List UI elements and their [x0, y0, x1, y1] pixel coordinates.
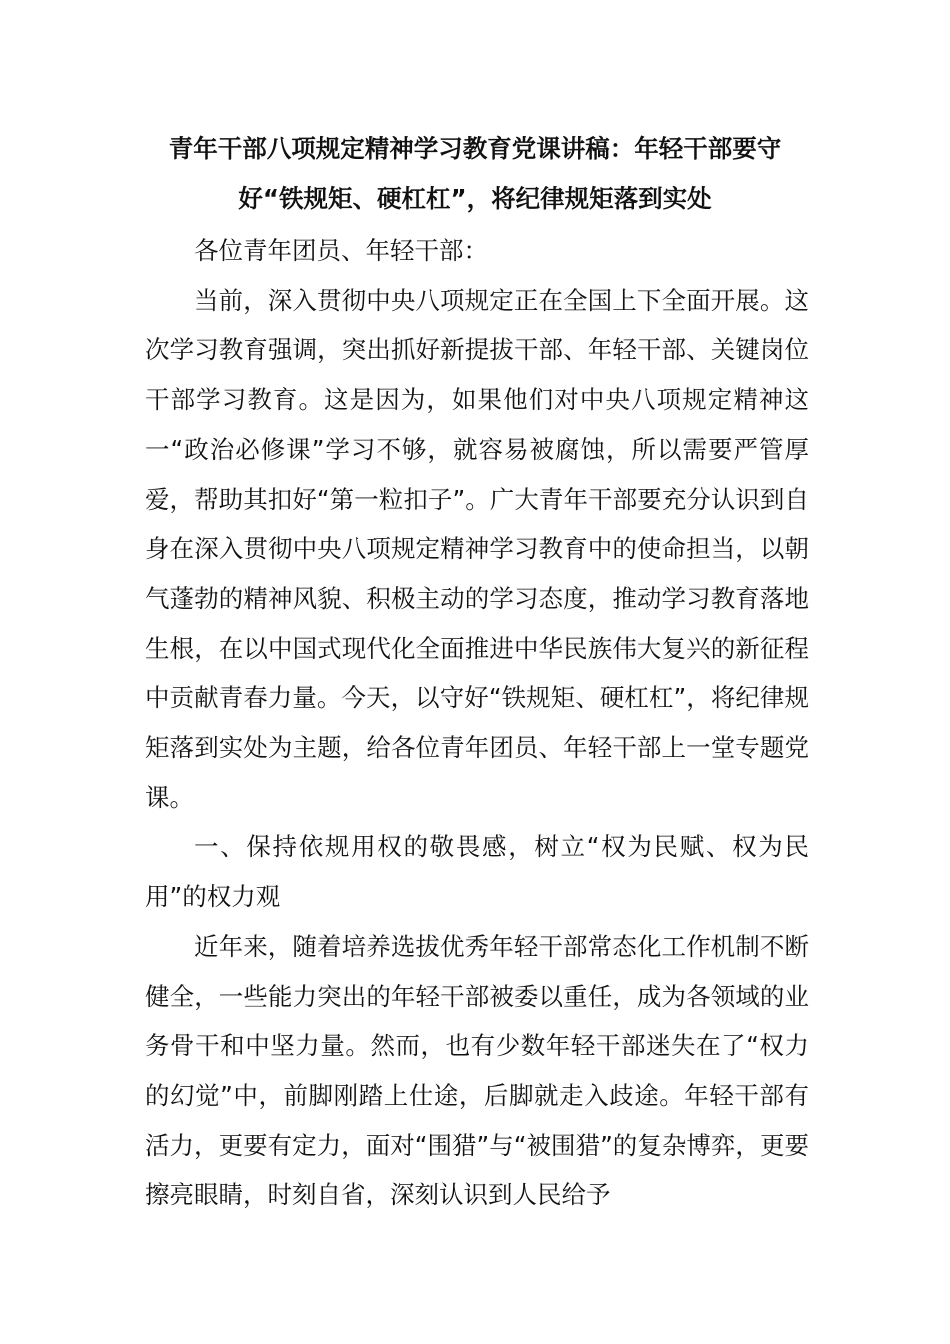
salutation-paragraph: 各位青年团员、年轻干部： — [194, 236, 488, 265]
document-body — [145, 226, 809, 1220]
section-heading: 一、保持依规用权的敬畏感，树立“权为民赋、权为民用”的权力观 — [145, 832, 809, 912]
document-title: 青年干部八项规定精神学习教育党课讲稿：年轻干部要守好“铁规矩、硬杠杠”，将纪律规矩落到实处 — [168, 134, 782, 213]
section-paragraph: 近年来，随着培养选拔优秀年轻干部常态化工作机制不断健全，一些能力突出的年轻干部被委以重任，成为各领域的业务骨干和中坚力量。然而，也有少数年轻干部迷失在了“权力的幻觉”中，前脚刚踏上仕途，后脚就走入歧途。年轻干部有活力，更要有定力，面对“围猎”与“被围猎”的复杂博弈，更要擦亮眼睛，时刻自省，深刻认识到人民给予 — [145, 931, 809, 1210]
intro-paragraph: 当前，深入贯彻中央八项规定正在全国上下全面开展。这次学习教育强调，突出抓好新提拔干部、年轻干部、关键岗位干部学习教育。这是因为，如果他们对中央八项规定精神这一“政治必修课”学习不够，就容易被腐蚀，所以需要严管厚爱，帮助其扣好“第一粒扣子”。广大青年干部要充分认识到自身在深入贯彻中央八项规定精神学习教育中的使命担当，以朝气蓬勃的精神风貌、积极主动的学习态度，推动学习教育落地生根，在以中国式现代化全面推进中华民族伟大复兴的新征程中贡献青春力量。今天，以守好“铁规矩、硬杠杠”，将纪律规矩落到实处为主题，给各位青年团员、年轻干部上一堂专题党课。 — [145, 285, 809, 812]
